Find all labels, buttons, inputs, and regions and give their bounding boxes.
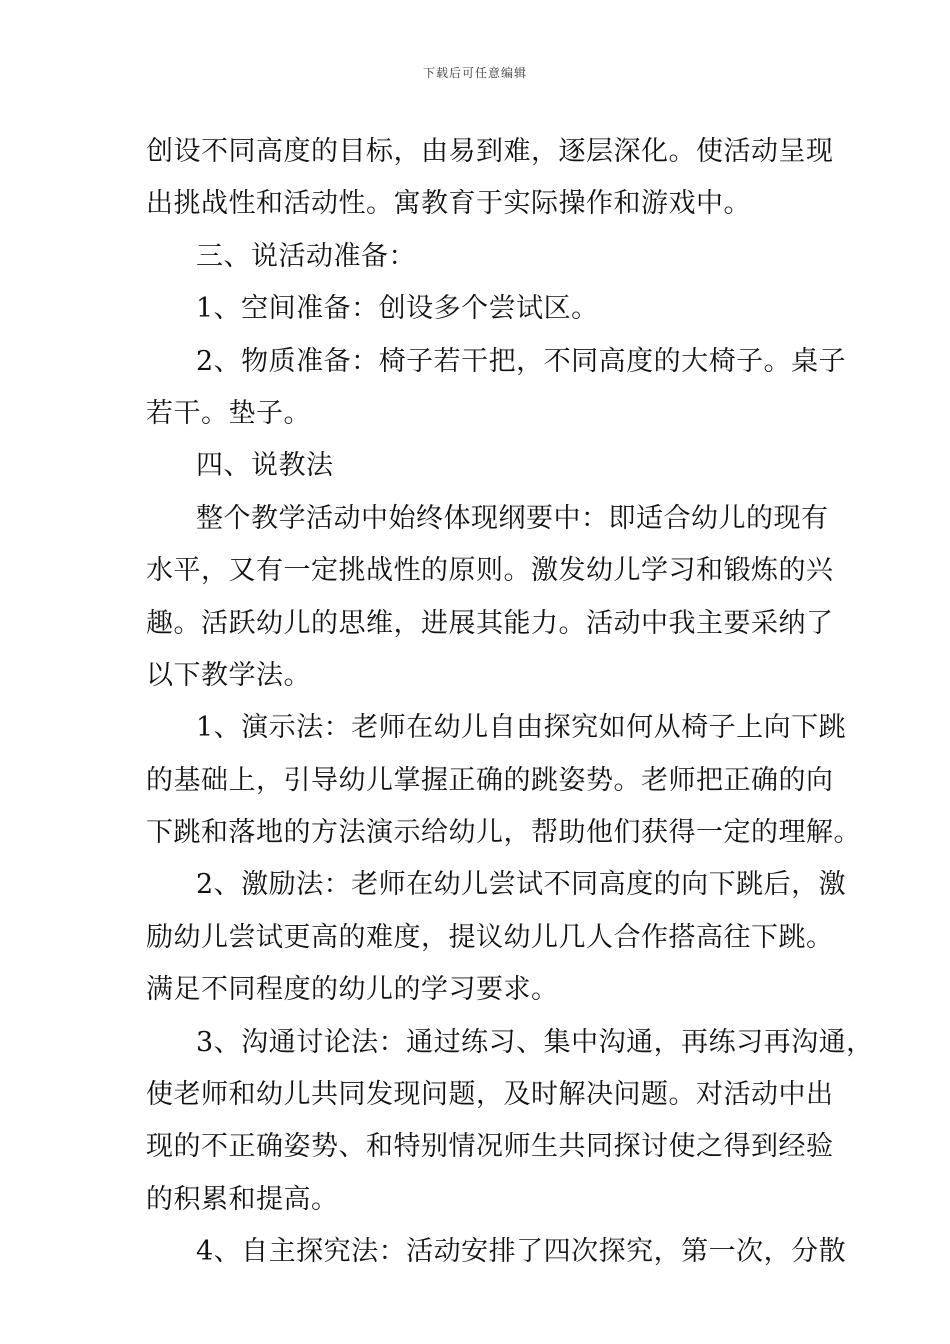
text-line: 出挑战性和活动性。寓教育于实际操作和游戏中。 (146, 188, 751, 220)
text-line: 若干。垫子。 (146, 397, 311, 429)
text-line: 现的不正确姿势、和特别情况师生共同探讨使之得到经验 (146, 1131, 834, 1163)
text-line: 1、空间准备：创设多个尝试区。 (196, 293, 599, 325)
body-text (146, 126, 874, 1279)
text-line: 整个教学活动中始终体现纲要中：即适合幼儿的现有 (196, 502, 829, 534)
text-line: 趣。活跃幼儿的思维，进展其能力。活动中我主要采纳了 (146, 607, 834, 639)
text-line: 下跳和落地的方法演示给幼儿，帮助他们获得一定的理解。 (146, 817, 861, 849)
section-heading: 四、说教法 (196, 450, 334, 482)
text-line: 1、演示法：老师在幼儿自由探究如何从椅子上向下跳 (196, 712, 847, 744)
section-heading: 三、说活动准备： (196, 240, 416, 272)
text-line: 水平，又有一定挑战性的原则。激发幼儿学习和锻炼的兴 (146, 555, 834, 587)
text-line: 4、自主探究法：活动安排了四次探究，第一次，分散 (196, 1236, 847, 1268)
text-line: 3、沟通讨论法：通过练习、集中沟通，再练习再沟通， (196, 1026, 874, 1058)
text-line: 使老师和幼儿共同发现问题，及时解决问题。对活动中出 (146, 1079, 834, 1111)
text-line: 创设不同高度的目标，由易到难，逐层深化。使活动呈现 (146, 136, 834, 167)
text-line: 2、物质准备：椅子若干把，不同高度的大椅子。桌子 (196, 345, 847, 377)
text-line: 的积累和提高。 (146, 1183, 339, 1215)
text-line: 2、激励法：老师在幼儿尝试不同高度的向下跳后，激 (196, 869, 847, 901)
text-line: 的基础上，引导幼儿掌握正确的跳姿势。老师把正确的向 (146, 764, 834, 796)
text-line: 满足不同程度的幼儿的学习要求。 (146, 974, 559, 1006)
text-line: 励幼儿尝试更高的难度，提议幼儿几人合作搭高往下跳。 (146, 921, 834, 953)
header-note: 下载后可任意编辑 (422, 66, 527, 80)
text-line: 以下教学法。 (146, 659, 311, 691)
